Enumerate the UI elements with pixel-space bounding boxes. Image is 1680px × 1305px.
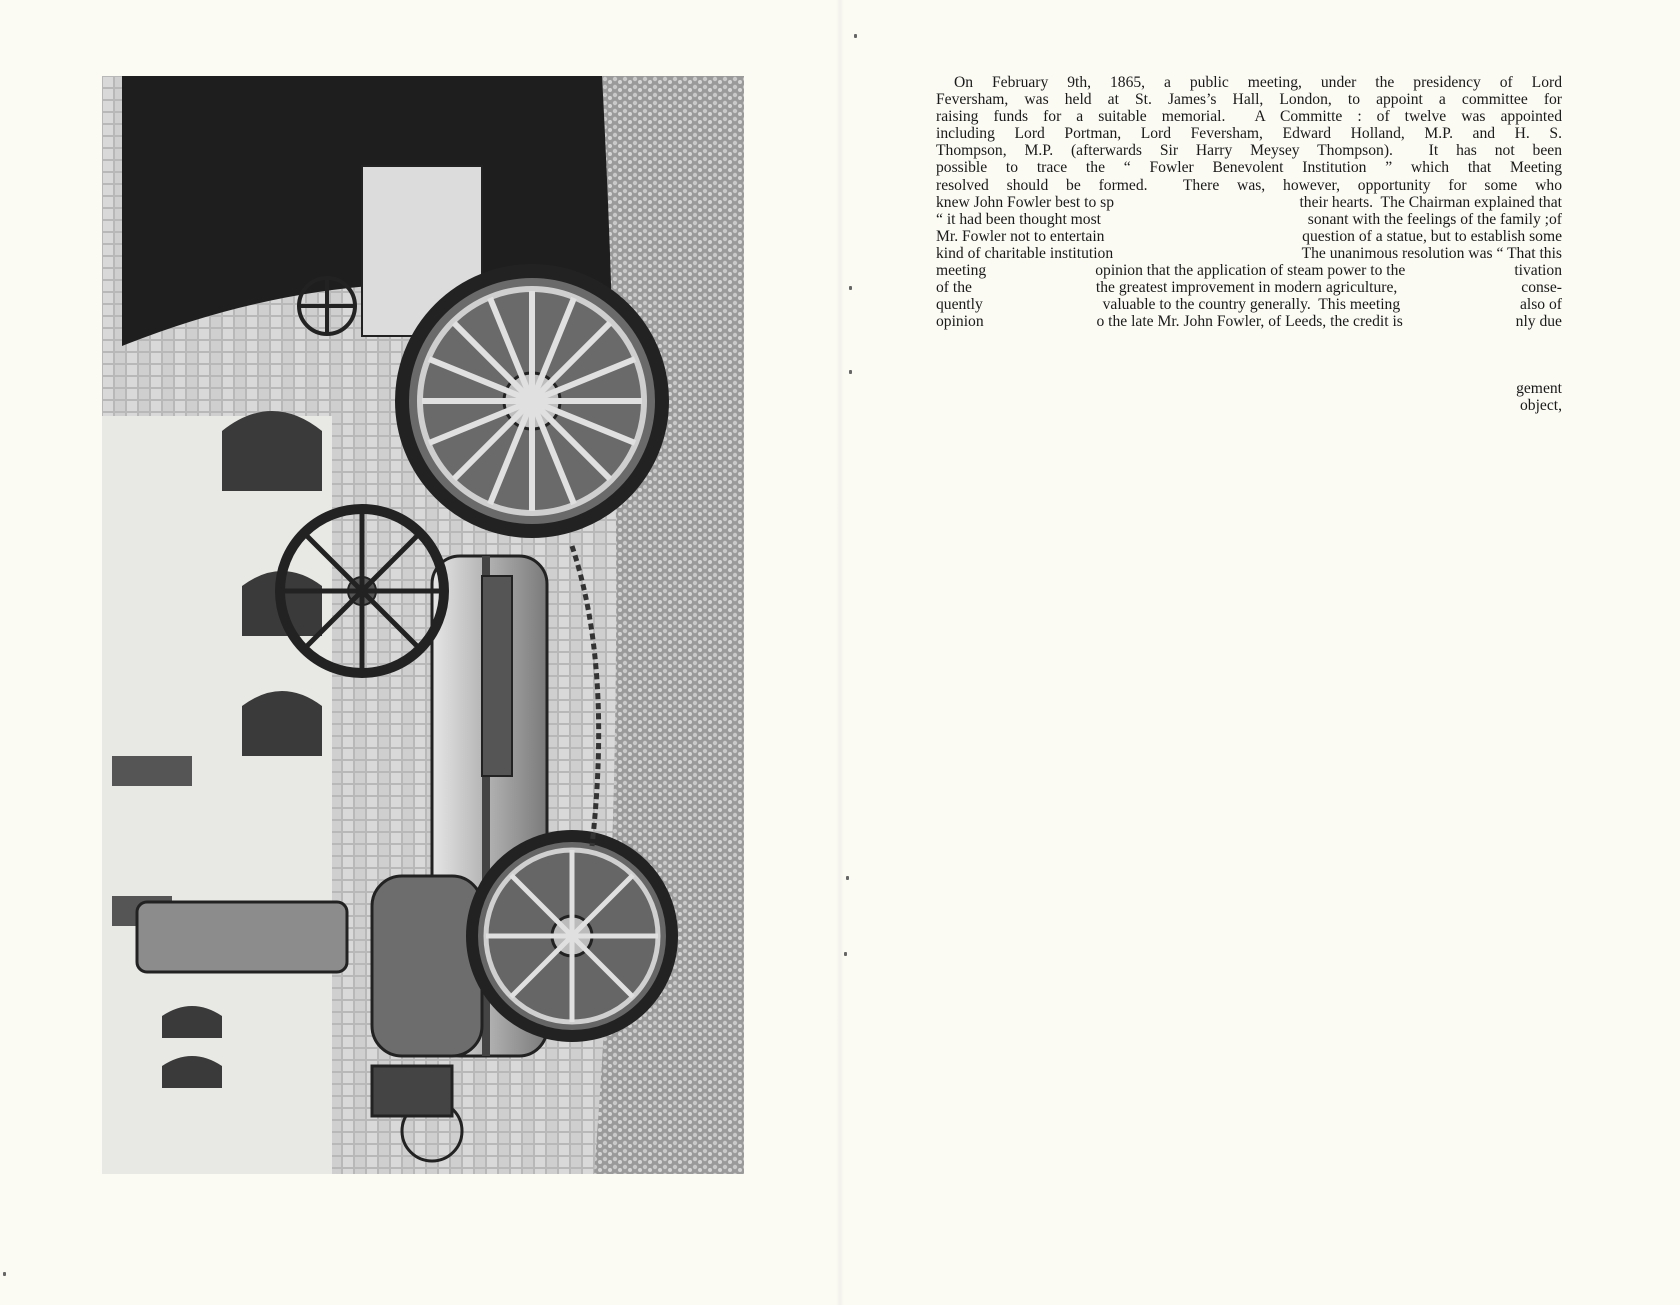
text-fragment: “ it had been thought most [936,210,1102,228]
text-fragment: conse- [1521,279,1562,297]
text-fragment: o the late Mr. John Fowler, of Leeds, the credit is [1096,313,1403,331]
text-line [936,228,1562,245]
text-line: resolved should be formed. There was, however, opportunity for some who [936,176,1562,194]
text-line: Thompson, M.P. (afterwards Sir Harry Meysey Thompson). It has not been [936,142,1562,160]
text-line [936,296,1562,313]
text-line [936,262,1562,279]
text-fragment: valuable to the country generally. This meeting [1102,296,1401,314]
text-fragment: also of [1519,296,1562,314]
gutter-mark [849,370,852,374]
traction-engine-photo [102,76,744,1174]
text-fragment: The unanimous resolution was “ That this [1301,244,1562,262]
text-line [936,211,1562,228]
text-line [936,279,1562,296]
text-fragment: their hearts. The Chairman explained that [1299,193,1562,211]
text-fragment-gement: gement [1516,380,1562,397]
text-fragment: kind of charitable institution [936,244,1114,262]
gutter-mark [849,286,852,290]
text-fragment: knew John Fowler best to sp [936,193,1115,211]
text-line: raising funds for a suitable memorial. A Committe : of twelve was appointed [936,108,1562,126]
gutter-mark [854,34,857,38]
text-line: possible to trace the “ Fowler Benevolent Institution ” which that Meeting [936,159,1562,177]
text-fragment: sonant with the feelings of the family ;of [1307,210,1562,228]
text-fragment: of the [936,279,972,297]
gutter-mark [3,1272,6,1276]
text-fragment: Mr. Fowler not to entertain [936,227,1105,245]
text-fragment: tivation [1514,262,1562,280]
text-line: Feversham, was held at St. James’s Hall, London, to appoint a committee for [936,91,1562,109]
text-fragment-object: object, [1520,397,1562,414]
text-line: including Lord Portman, Lord Feversham, Edward Holland, M.P. and H. S. [936,125,1562,143]
text-line: On February 9th, 1865, a public meeting, under the presidency of Lord [954,74,1562,91]
text-fragment: quently [936,296,983,314]
text-fragment: opinion that the application of steam power to the [1095,262,1406,280]
text-fragment: opinion [936,313,984,331]
page-fold [836,0,844,1305]
text-fragment: meeting [936,262,987,280]
gutter-mark [846,876,849,880]
text-fragment: question of a statue, but to establish some [1302,227,1562,245]
text-line [936,194,1562,211]
text-line [936,245,1562,262]
text-fragment: the greatest improvement in modern agriculture, [1095,279,1398,297]
text-line [936,313,1562,330]
text-fragment: nly due [1515,313,1562,331]
memorial-paragraph [936,74,1562,330]
gutter-mark [844,952,847,956]
photo-illustration [102,76,744,1174]
